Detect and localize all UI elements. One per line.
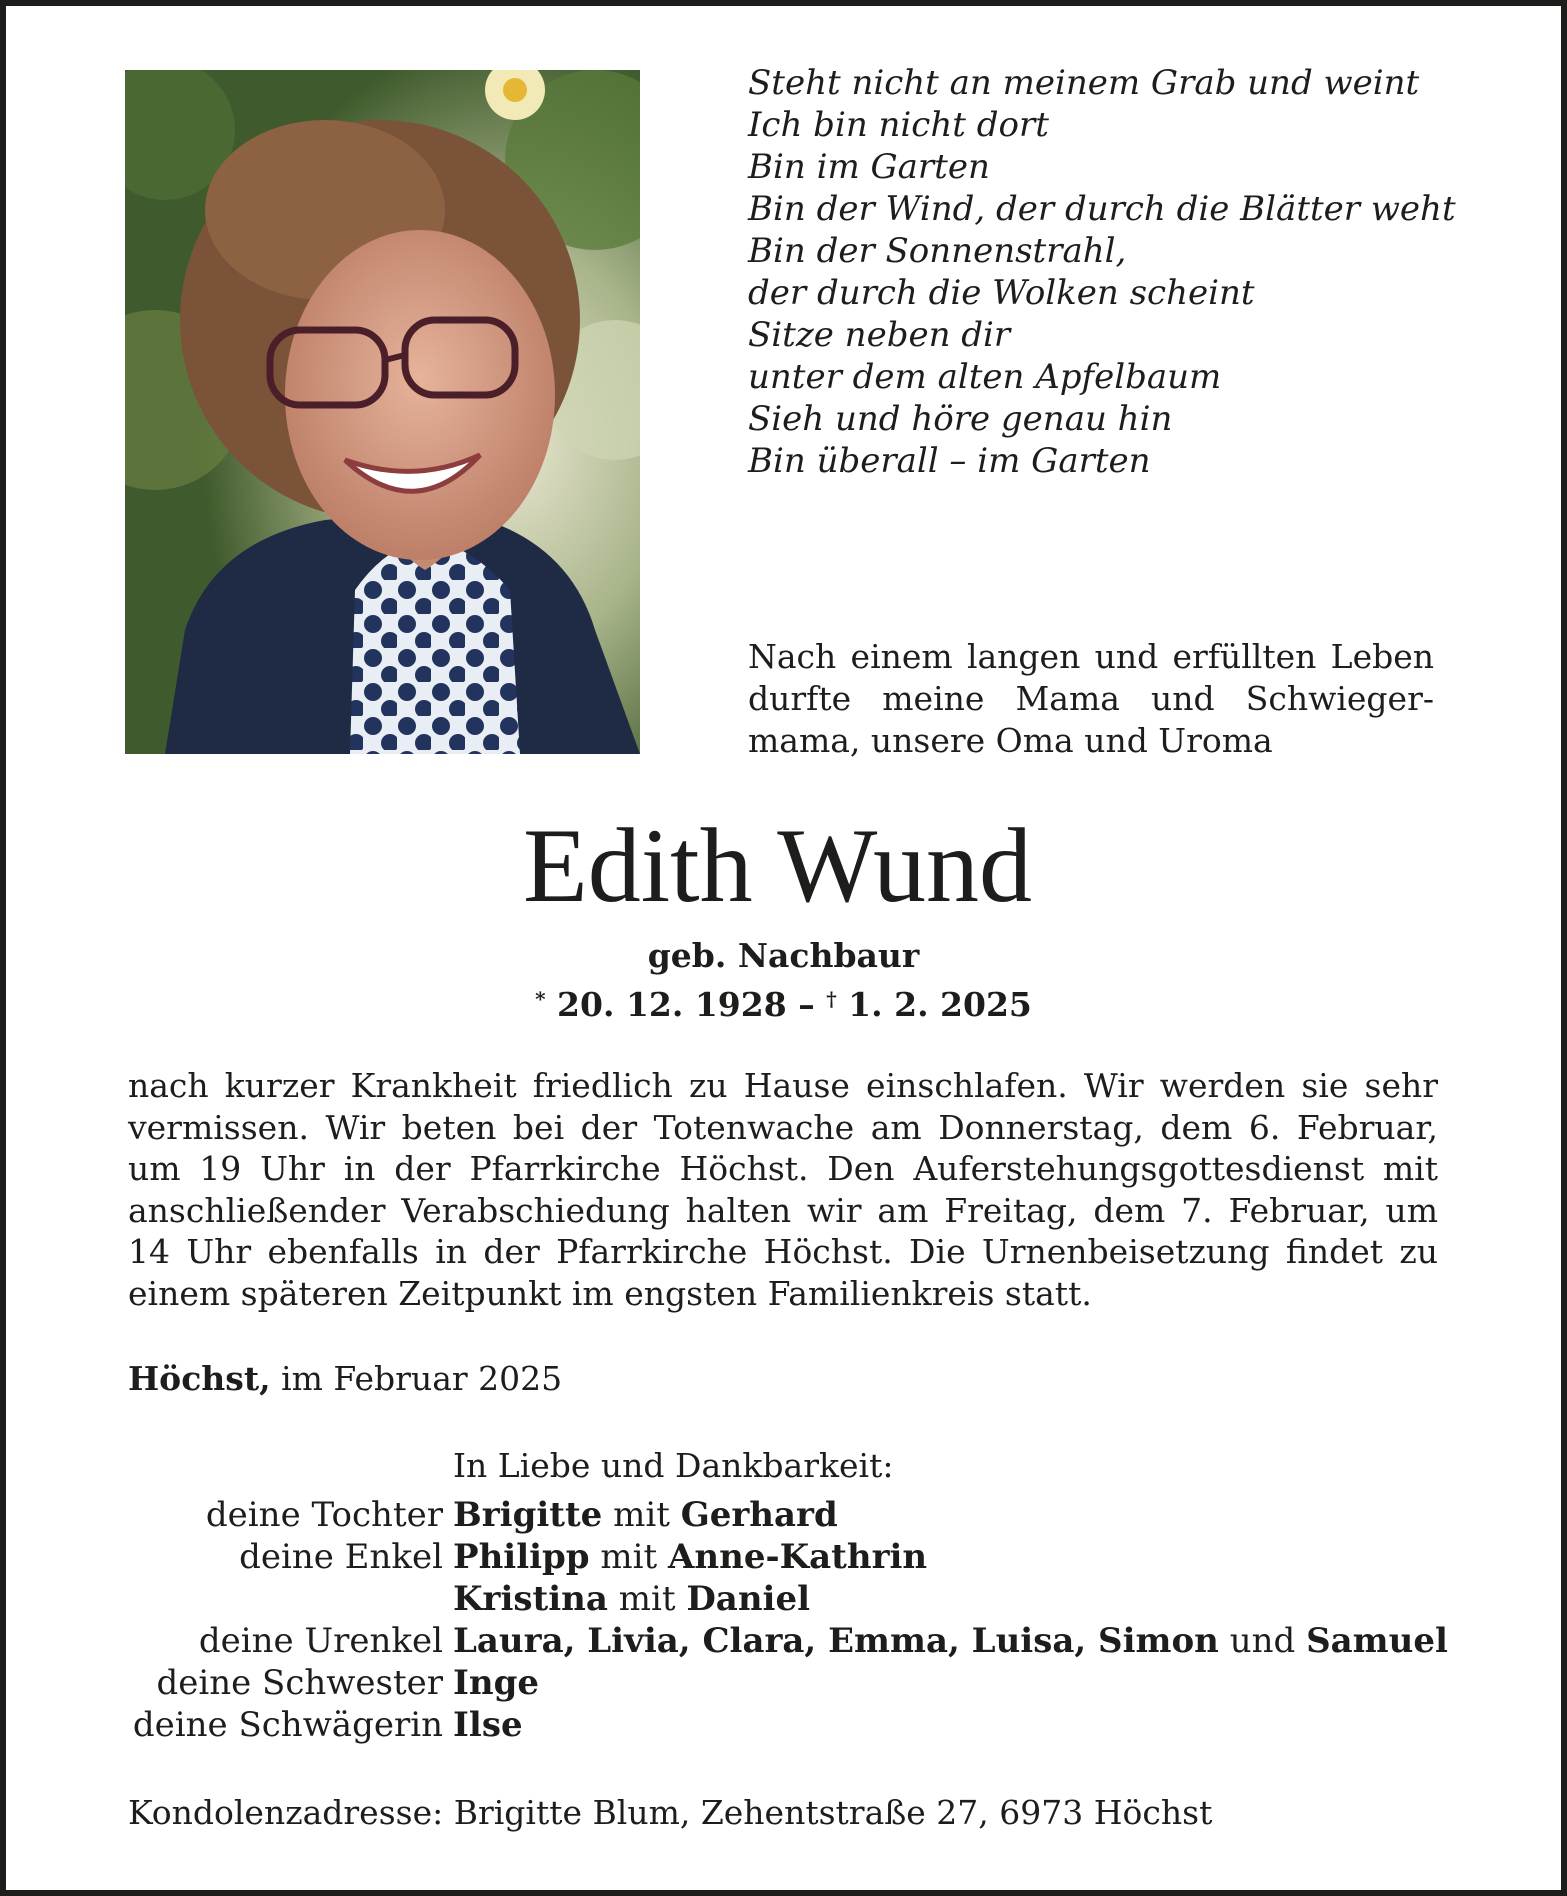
mourner-row: [0, 1536, 1567, 1578]
poem-line: Bin überall – im Garten: [748, 441, 1151, 481]
body-line: vermissen. Wir beten bei der Totenwache am Donnerstag, dem 6. Februar,: [128, 1107, 1438, 1147]
body-line: anschließender Verabschiedung halten wir am Freitag, dem 7. Februar, um: [128, 1190, 1438, 1230]
mourner-relation: deine Schwägerin: [132, 1705, 443, 1745]
place-month: im Februar 2025: [281, 1359, 563, 1398]
portrait-photo: [125, 70, 640, 754]
body-line: um 19 Uhr in der Pfarrkirche Höchst. Den Auferstehungsgottesdienst mit: [128, 1149, 1438, 1188]
mourner-partner: Samuel: [1306, 1621, 1448, 1661]
mourner-relation: deine Enkel: [239, 1537, 443, 1577]
mourner-connector: mit: [613, 1495, 670, 1535]
birth-name: geb. Nachbaur: [647, 936, 920, 975]
mourner-name: Laura, Livia, Clara, Emma, Luisa, Simon: [453, 1621, 1219, 1661]
poem: [748, 62, 1468, 482]
mourner-name: Philipp: [453, 1537, 590, 1577]
poem-line: Ich bin nicht dort: [748, 105, 1049, 145]
mourners-list: [0, 1494, 1567, 1746]
intro-text: [748, 636, 1434, 762]
place-town: Höchst,: [128, 1359, 271, 1398]
portrait-illustration: [125, 70, 640, 754]
mourner-partner: Gerhard: [680, 1495, 838, 1535]
mourner-partner: Daniel: [686, 1579, 811, 1619]
mourner-relation: deine Schwester: [156, 1663, 443, 1703]
mourner-row: [0, 1620, 1567, 1662]
mourner-name: Kristina: [453, 1579, 608, 1619]
mourner-row: [0, 1704, 1567, 1746]
mourner-name: Inge: [453, 1663, 540, 1703]
poem-line: Bin der Wind, der durch die Blätter weht: [748, 189, 1456, 229]
intro-line: durfte meine Mama und Schwieger-: [748, 679, 1434, 718]
mourner-partner: Anne-Kathrin: [668, 1537, 928, 1577]
body-line: nach kurzer Krankheit friedlich zu Hause einschlafen. Wir werden sie sehr: [128, 1066, 1438, 1105]
birth-symbol: *: [535, 987, 546, 1011]
poem-line: der durch die Wolken scheint: [748, 273, 1255, 313]
date-dash: –: [798, 985, 815, 1024]
mourners-heading: In Liebe und Dankbarkeit:: [453, 1446, 894, 1485]
poem-line: Sitze neben dir: [748, 315, 1011, 355]
mourner-relation: deine Tochter: [205, 1495, 443, 1535]
intro-line: Nach einem langen und erfüllten Leben: [748, 637, 1434, 676]
mourner-connector: mit: [618, 1579, 676, 1619]
death-date: 1. 2. 2025: [848, 985, 1032, 1024]
mourner-name: Ilse: [453, 1705, 523, 1745]
mourner-row: [0, 1578, 1567, 1620]
poem-line: Bin der Sonnenstrahl,: [748, 231, 1127, 271]
mourner-connector: mit: [600, 1537, 658, 1577]
mourner-relation: deine Urenkel: [198, 1621, 443, 1661]
poem-line: unter dem alten Apfelbaum: [748, 357, 1222, 397]
life-dates: [0, 978, 1567, 1026]
intro-line: mama, unsere Oma und Uroma: [748, 721, 1273, 760]
body-line: einem späteren Zeitpunkt im engsten Familienkreis statt.: [128, 1273, 1092, 1313]
mourner-name: Brigitte: [453, 1495, 603, 1535]
death-symbol: †: [826, 987, 837, 1011]
body-line: 14 Uhr ebenfalls in der Pfarrkirche Höchst. Die Urnenbeisetzung findet zu: [128, 1232, 1438, 1271]
poem-line: Sieh und höre genau hin: [748, 399, 1173, 439]
poem-line: Bin im Garten: [748, 147, 990, 187]
mourner-row: [0, 1662, 1567, 1704]
mourner-row: [0, 1494, 1567, 1536]
birth-date: 20. 12. 1928: [557, 985, 787, 1024]
condolence-address: Kondolenzadresse: Brigitte Blum, Zehentstraße 27, 6973 Höchst: [128, 1793, 1213, 1832]
announcement-text: [128, 1065, 1438, 1314]
deceased-name: Edith Wund: [522, 807, 1033, 924]
place-date: [128, 1358, 562, 1400]
mourner-connector: und: [1229, 1621, 1296, 1661]
poem-line: Steht nicht an meinem Grab und weint: [748, 63, 1420, 103]
